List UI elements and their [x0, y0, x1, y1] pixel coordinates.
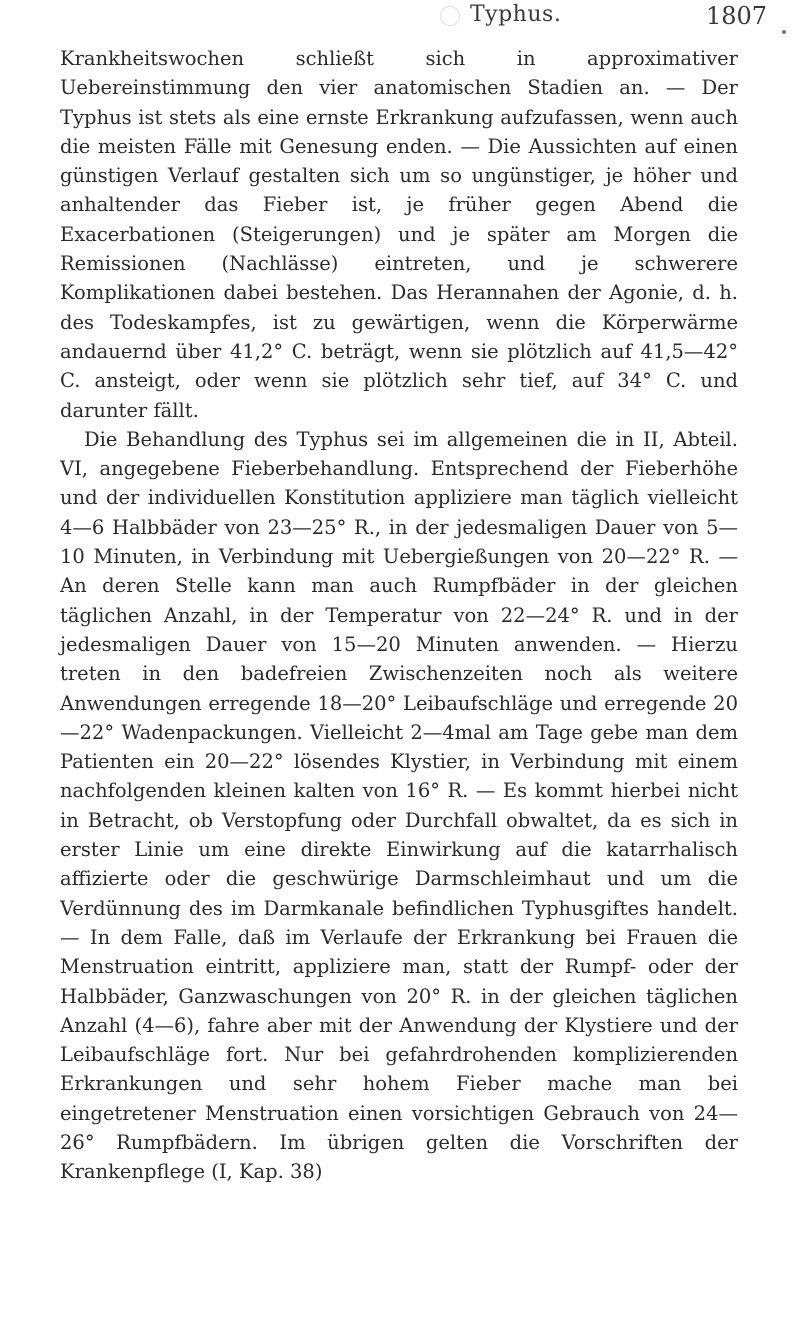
page-number: 1807	[706, 2, 768, 30]
paragraph-treatment: Die Behandlung des Typhus sei im allgemeinen die in II, Abteil. VI, angegebene Fieberbehandlung. Entsprechend der Fieberhöhe und der individuellen Konstitution appliziere man täglich vielleicht 4—6 Halbbäder von 23—25° R., in der jedesmaligen Dauer von 5—10 Minuten, in Verbindung mit Uebergießungen von 20—22° R. — An deren Stelle kann man auch Rumpfbäder in der gleichen täglichen Anzahl, in der Temperatur von 22—24° R. und in der jedesmaligen Dauer von 15—20 Minuten anwenden. — Hierzu treten in den badefreien Zwischenzeiten noch als weitere Anwendungen erregende 18—20° Leibaufschläge und erregende 20—22° Wadenpackungen. Vielleicht 2—4mal am Tage gebe man dem Patienten ein 20—22° lösendes Klystier, in Verbindung mit einem nachfolgenden kleinen kalten von 16° R. — Es kommt hierbei nicht in Betracht, ob Verstopfung oder Durchfall obwaltet, da es sich in erster Linie um eine direkte Einwirkung auf die katarrhalisch affizierte oder die geschwürige Darmschleimhaut und um die Verdünnung des im Darmkanale befindlichen Typhusgiftes handelt. — In dem Falle, daß im Verlaufe der Erkrankung bei Frauen die Menstruation eintritt, appliziere man, statt der Rumpf- oder der Halbbäder, Ganzwaschungen von 20° R. in der gleichen täglichen Anzahl (4—6), fahre aber mit der Anwendung der Klystiere und der Leibaufschläge fort. Nur bei gefahrdrohenden komplizierenden Erkrankungen und sehr hohem Fieber mache man bei eingetretener Menstruation einen vorsichtigen Gebrauch von 24—26° Rumpfbädern. Im übrigen gelten die Vorschriften der Krankenpflege (I, Kap. 38)	[60, 427, 738, 1184]
margin-dot	[782, 30, 786, 34]
faint-stamp-mark	[440, 6, 460, 26]
body-text	[60, 44, 738, 1187]
paragraph-prognosis: Krankheitswochen schließt sich in approximativer Uebereinstimmung den vier anatomischen Stadien an. — Der Typhus ist stets als eine ernste Erkrankung aufzufassen, wenn auch die meisten Fälle mit Genesung enden. — Die Aussichten auf einen günstigen Verlauf gestalten sich um so ungünstiger, je höher und anhaltender das Fieber ist, je früher gegen Abend die Exacerbationen (Steigerungen) und je später am Morgen die Remissionen (Nachlässe) eintreten, und je schwerere Komplikationen dabei bestehen. Das Herannahen der Agonie, d. h. des Todeskampfes, ist zu gewärtigen, wenn die Körperwärme andauernd über 41,2° C. beträgt, wenn sie plötzlich auf 41,5—42° C. ansteigt, oder wenn sie plötzlich sehr tief, auf 34° C. und darunter fällt.	[60, 47, 738, 422]
running-title: Typhus.	[470, 2, 562, 27]
